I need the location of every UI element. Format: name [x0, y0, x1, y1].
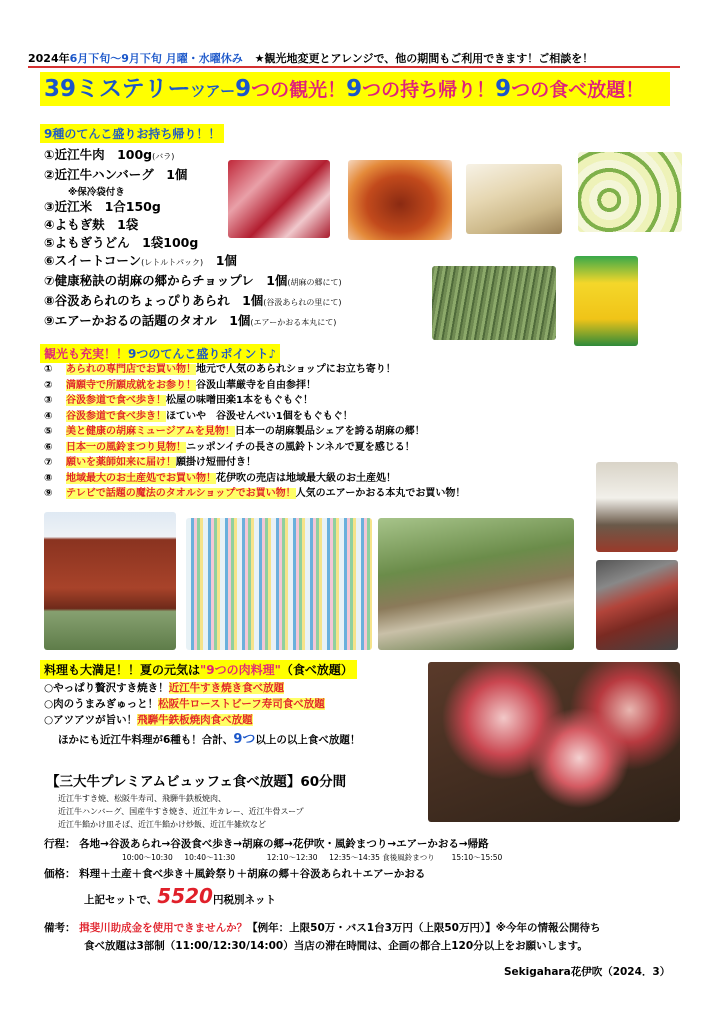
food-list: [44, 680, 360, 748]
remarks-line-2: 食べ放題は3部制（11:00/12:30/14:00）当店の滞在時間は、企画の都合上120分以上をお願いします。: [84, 940, 588, 952]
takehome-item-1: ①近江牛肉 100g(バラ): [44, 147, 175, 162]
sightseeing-points: [44, 362, 465, 502]
page-title: [40, 72, 670, 106]
wind-chime-photo: [186, 518, 372, 650]
title-tour: ツアー: [190, 82, 236, 100]
price: [44, 866, 425, 881]
food-line-3: ○アツアツが旨い！飛騨牛鉄板焼肉食べ放題: [44, 714, 253, 726]
header-note: ★観光地変更とアレンジで、他の期間もご利用できます！ご相談を！: [254, 52, 594, 65]
itinerary-route: 各地→谷汲あられ→谷汲食べ歩き→胡麻の郷→花伊吹・風鈴まつり→エアーかおる→帰路: [79, 838, 489, 850]
point-2: ② 満願寺で所願成就をお参り！谷汲山華厳寺を自由参拝！: [44, 379, 316, 391]
beef-photo: [228, 160, 330, 238]
fu-photo: [578, 152, 682, 232]
time-3: 12:10～12:30: [266, 853, 318, 862]
title-t2: つの持ち帰り！: [362, 79, 496, 101]
price-amount: 5520: [157, 884, 213, 908]
point-9: ⑨ テレビで話題の魔法のタオルショップでお買い物！人気のエアーかおる本丸でお買い物！: [44, 488, 466, 499]
takehome-heading: 9種のてんこ盛りお持ち帰り！！: [40, 124, 224, 143]
price-set: [84, 884, 276, 908]
price-set-post: 円税別ネット: [212, 894, 276, 906]
header-line: [28, 50, 593, 66]
buffet-line-1: 近江牛すき焼、松阪牛寿司、飛騨牛鉄板焼肉、: [58, 794, 226, 803]
closed-days: 月曜・水曜休み: [165, 52, 243, 65]
price-label: 価格：: [44, 868, 76, 880]
title-t3: つの食べ放題！: [511, 79, 645, 101]
teppan-photo: [596, 560, 678, 650]
takehome-item-3: ③近江米 1合150g: [44, 199, 161, 214]
time-5: 15:10～15:50: [451, 853, 503, 862]
point-4: ④ 谷汲参道で食べ歩き！ほていや 谷汲せんべい1個をもぐもぐ！: [44, 410, 353, 422]
takehome-item-6: ⑥スイートコーン(レトルトパック) 1個: [44, 253, 237, 268]
point-8: ⑧ 地域最大のお土産処でお買い物！花伊吹の売店は地域最大級のお土産処！: [44, 472, 396, 484]
udon-photo: [432, 266, 556, 340]
corn-photo: [574, 256, 638, 346]
footer: Sekigahara花伊吹（2024．3）: [504, 966, 671, 978]
itinerary-label: 行程：: [44, 838, 76, 850]
takehome-item-9: ⑨エアーかおるの話題のタオル 1個(エアーかおる本丸にて): [44, 313, 337, 328]
buffet-list: [58, 792, 304, 831]
time-4: 12:35～14:35 食後風鈴まつり: [329, 853, 435, 862]
sightseeing-heading: 観光も充実！！9つのてんこ盛りポイント♪: [40, 344, 280, 363]
garden-photo: [378, 518, 574, 650]
food-line-1: ○やっぱり贅沢すき焼き！近江牛すき焼き食べ放題: [44, 682, 285, 694]
point-3: ③ 谷汲参道で食べ歩き！松屋の味噌田楽1本をもぐもぐ！: [44, 395, 313, 406]
header-underline: [28, 66, 680, 68]
point-6: ⑥ 日本一の風鈴まつり見物！ニッポンイチの長さの風鈴トンネルで夏を感じる！: [44, 441, 415, 453]
date-range: 6月下旬～9月下旬: [69, 52, 162, 65]
buffet-photo: [428, 662, 680, 822]
temple-photo: [44, 512, 176, 650]
itinerary: [44, 836, 489, 851]
hamburg-photo: [348, 160, 452, 240]
price-set-pre: 上記セットで、: [84, 894, 158, 906]
point-7: ⑦ 願いを薬師如来に届け！願掛け短冊付き！: [44, 457, 256, 468]
remarks-label: 備考：: [44, 922, 76, 934]
food-line-2: ○肉のうまみぎゅっと！松阪牛ローストビーフ寿司食べ放題: [44, 698, 325, 710]
point-1: ① あられの専門店でお買い物！地元で人気のあられショップにお立ち寄り！: [44, 364, 396, 375]
time-1: 10:00～10:30: [122, 853, 173, 862]
buffet-line-2: 近江牛ハンバーグ、国産牛すき焼き、近江牛カレー、近江牛骨スープ: [58, 807, 304, 816]
title-num3: 9: [495, 76, 512, 102]
point-5: ⑤ 美と健康の胡麻ミュージアムを見物！日本一の胡麻製品シェアを誇る胡麻の郷！: [44, 426, 425, 437]
takehome-item-4: ④よもぎ麸 1袋: [44, 217, 139, 232]
takehome-item-2: ②近江牛ハンバーグ 1個: [44, 167, 188, 182]
buffet-title: 【三大牛プレミアムビュッフェ食べ放題】60分間: [46, 774, 347, 790]
food-heading: 料理も大満足！！夏の元気は"9つの肉料理"（食べ放題）: [40, 660, 357, 679]
buffet-line-3: 近江牛餡かけ皿そば、近江牛餡かけ炒飯、近江牛雑炊など: [58, 820, 266, 829]
remarks-line-1: [44, 920, 600, 935]
chef-photo: [596, 462, 678, 552]
cooler-note: ※保冷袋付き: [68, 187, 125, 198]
title-t1: つの観光！: [251, 79, 347, 101]
title-num1: 9: [235, 76, 252, 102]
title-num2: 9: [346, 76, 363, 102]
remarks-line1-rest: 【例年：上限50万・バス1台3万円（上限50万円）】※今年の情報公開待ち: [247, 922, 601, 934]
food-summary: ほかにも近江牛料理が6種も！合計、9つ以上の以上食べ放題！: [58, 732, 361, 747]
takehome-item-7: ⑦健康秘訣の胡麻の郷からチョップレ 1個(胡麻の郷にて): [44, 273, 342, 288]
takehome-item-5: ⑤よもぎうどん 1袋100g: [44, 235, 199, 250]
remarks-highlight: 揖斐川助成金を使用できませんか？: [79, 922, 248, 934]
rice-photo: [466, 164, 562, 234]
price-contents: 料理＋土産＋食べ歩き＋風鈴祭り＋胡麻の郷＋谷汲あられ＋エアーかおる: [79, 868, 426, 880]
takehome-item-8: ⑧谷汲あられのちょっぴりあられ 1個(谷汲あられの里にて): [44, 293, 342, 308]
itinerary-times: [122, 852, 502, 863]
date-prefix: 2024年: [28, 52, 70, 65]
time-2: 10:40～11:30: [184, 853, 236, 862]
title-main: 39ミステリー: [44, 76, 191, 102]
